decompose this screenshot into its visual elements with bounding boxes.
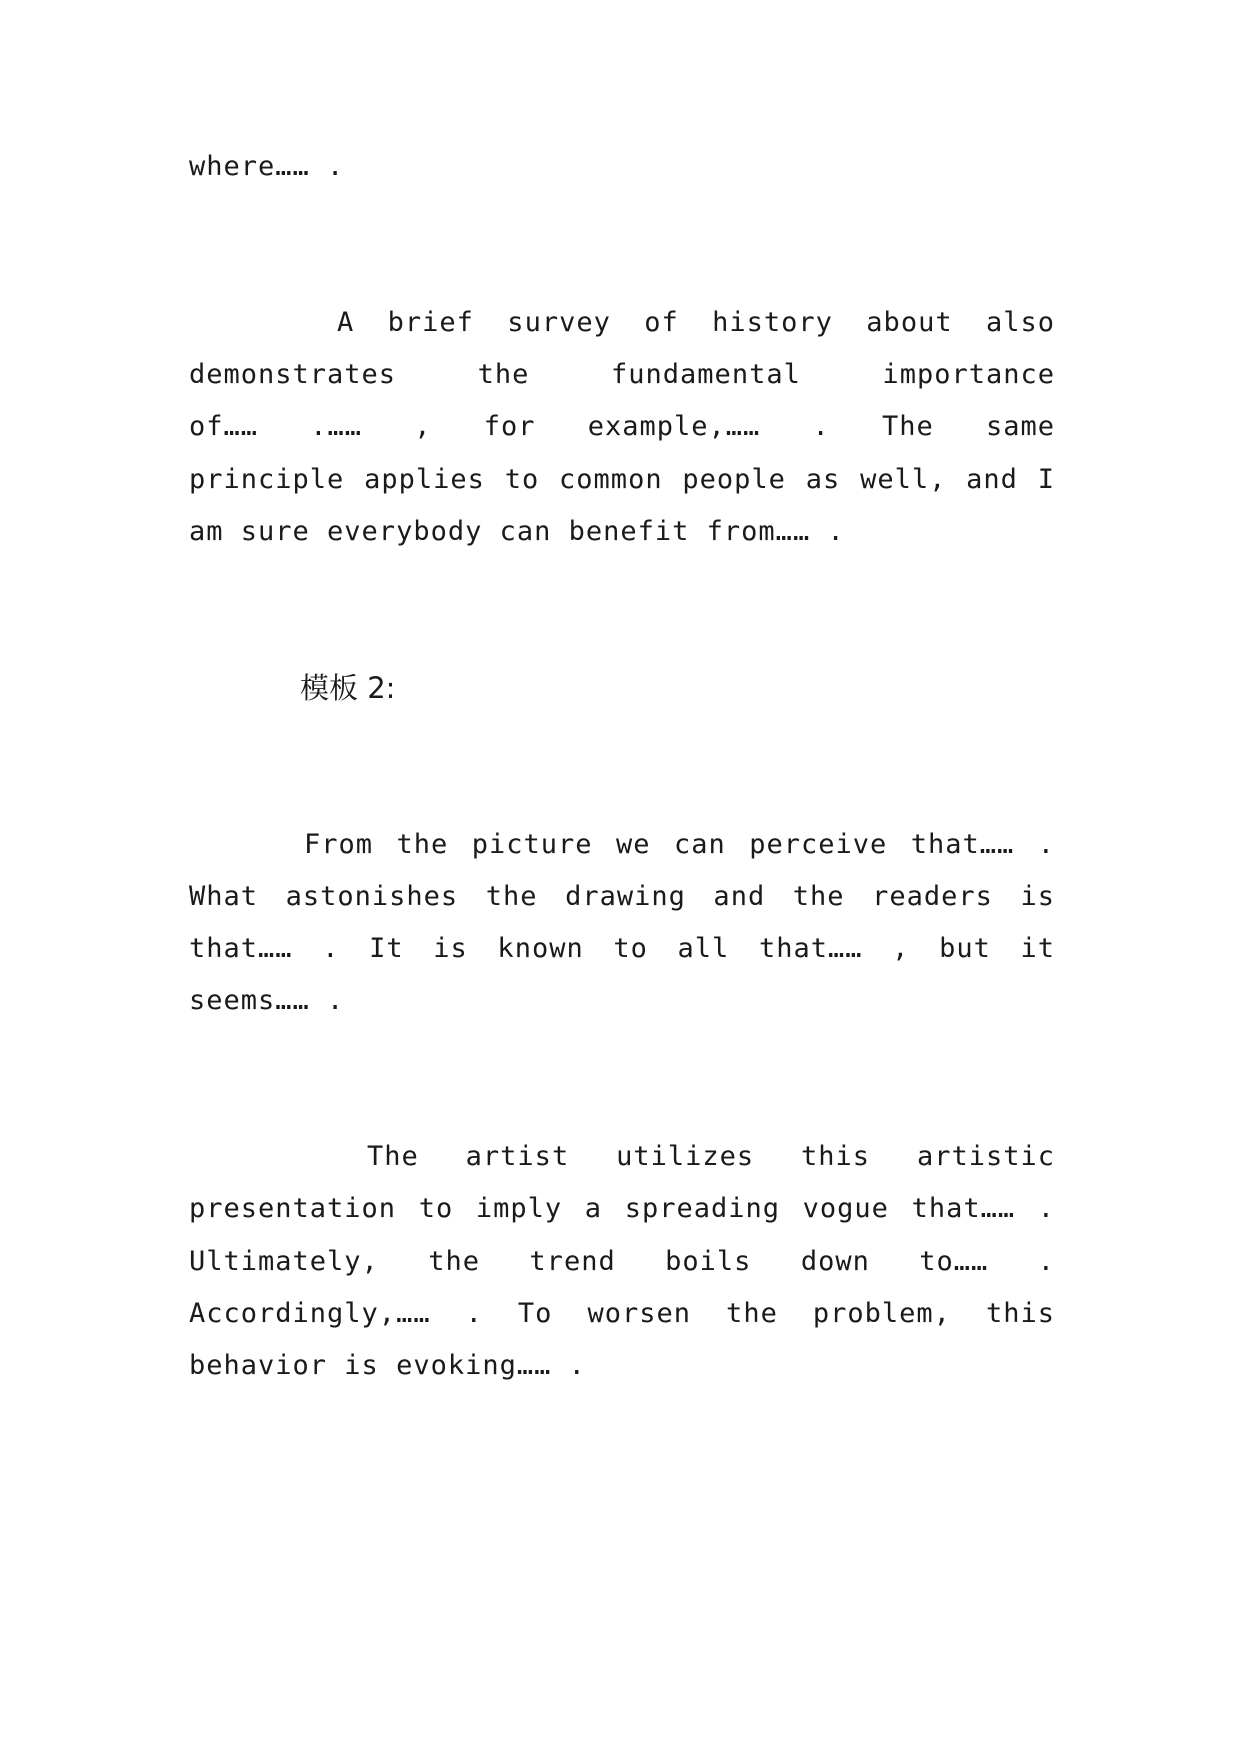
paragraph-line: A brief survey of history about also: [337, 307, 1055, 338]
paragraph-line: am sure everybody can benefit from…… .: [189, 516, 845, 547]
paragraph-line: What astonishes the drawing and the readers is: [189, 881, 1055, 912]
paragraph-line: where…… .: [189, 151, 345, 182]
paragraph-line: principle applies to common people as well, and I: [189, 464, 1055, 495]
paragraph-line: seems…… .: [189, 985, 345, 1016]
paragraph-line: behavior is evoking…… .: [189, 1350, 586, 1381]
paragraph-line: From the picture we can perceive that…… .: [304, 829, 1055, 860]
paragraph-line: of…… .…… , for example,…… . The same: [189, 411, 1055, 442]
paragraph-line: demonstrates the fundamental importance: [189, 359, 1055, 390]
paragraph-line: The artist utilizes this artistic: [367, 1141, 1055, 1172]
paragraph-line: Ultimately, the trend boils down to…… .: [189, 1246, 1055, 1277]
paragraph-line: that…… . It is known to all that…… , but it: [189, 933, 1055, 964]
paragraph-line: presentation to imply a spreading vogue that…… .: [189, 1193, 1055, 1224]
section-heading: 模板 2:: [300, 671, 396, 705]
paragraph-line: Accordingly,…… . To worsen the problem, this: [189, 1298, 1055, 1329]
